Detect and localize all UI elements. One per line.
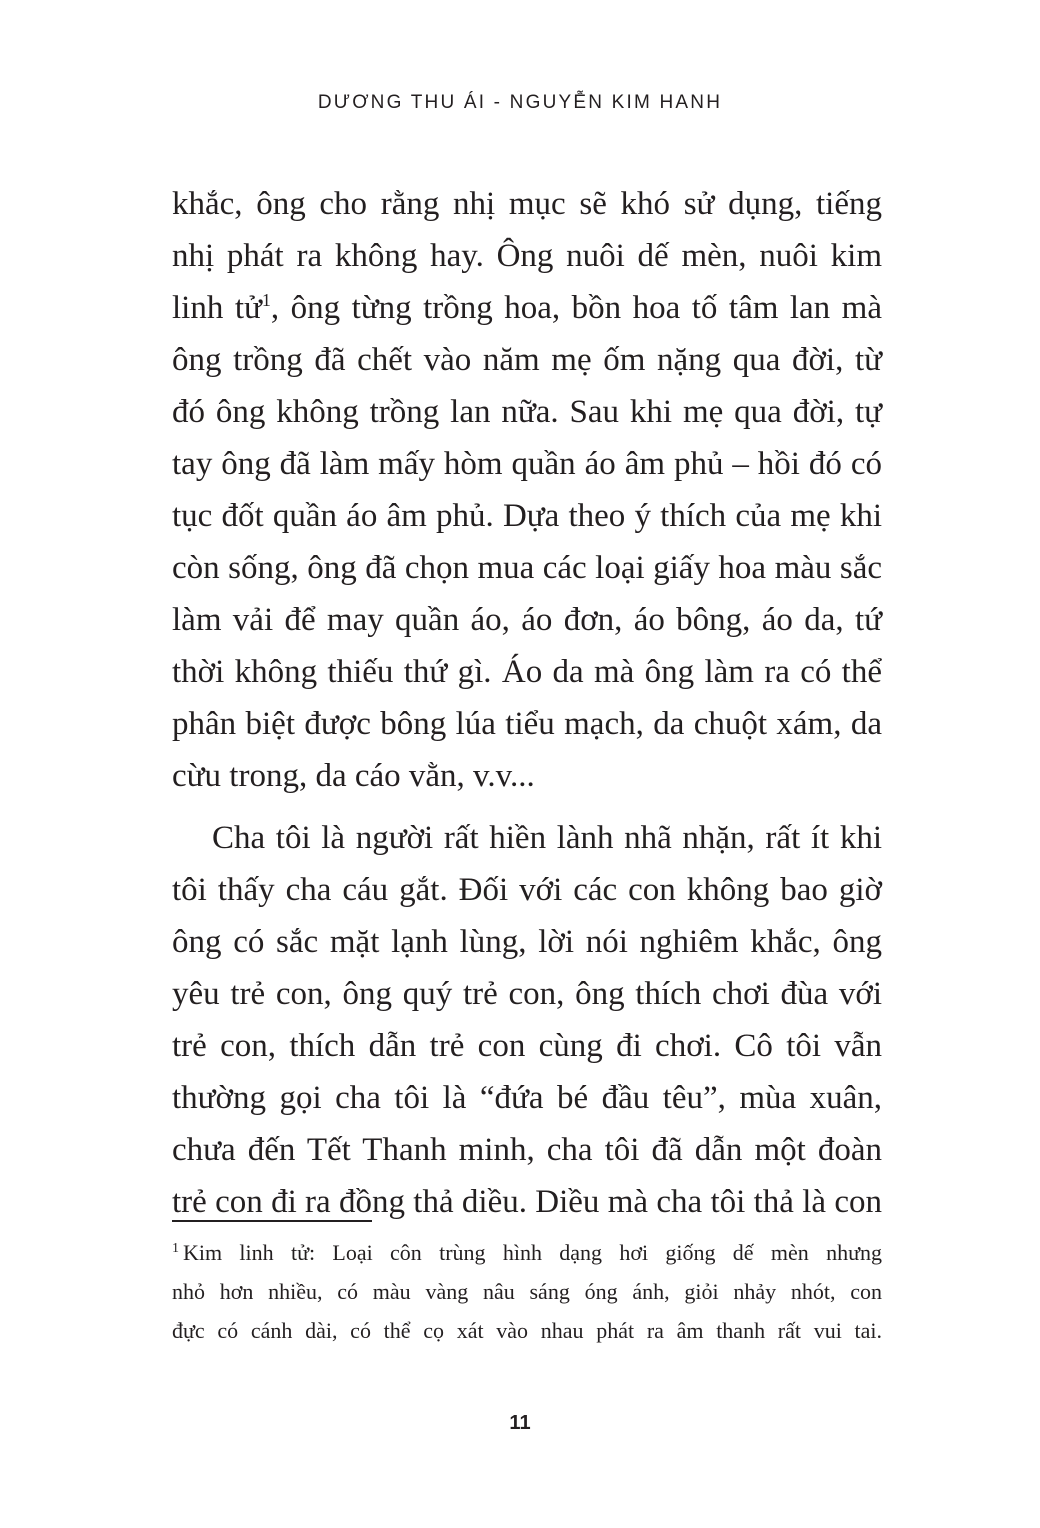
page-number: 11 — [509, 1412, 531, 1434]
text-line: Cha tôi là người rất hiền lành nhã nhặn, rất ít khi — [212, 820, 882, 856]
text-line: làm vải để may quần áo, áo đơn, áo bông, áo da, tứ — [172, 602, 882, 638]
text-segment: , ông từng trồng hoa, bồn hoa tố tâm lan mà — [270, 290, 882, 326]
footnote-line — [172, 1236, 882, 1270]
text-line: tôi thấy cha cáu gắt. Đối với các con không bao giờ — [172, 872, 882, 908]
running-header: DƯƠNG THU ÁI - NGUYỄN KIM HANH — [317, 92, 723, 113]
text-line: khắc, ông cho rằng nhị mục sẽ khó sử dụng, tiếng — [172, 186, 882, 222]
text-line: cừu trong, da cáo vằn, v.v... — [172, 758, 535, 794]
text-line: trẻ con, thích dẫn trẻ con cùng đi chơi. Cô tôi vẫn — [172, 1028, 882, 1064]
text-line: thường gọi cha tôi là “đứa bé đầu têu”, mùa xuân, — [172, 1080, 882, 1116]
text-line: yêu trẻ con, ông quý trẻ con, ông thích chơi đùa với — [172, 976, 882, 1012]
text-line: đó ông không trồng lan nữa. Sau khi mẹ qua đời, tự — [172, 394, 882, 430]
text-line: chưa đến Tết Thanh minh, cha tôi đã dẫn một đoàn — [172, 1132, 882, 1168]
text-line — [172, 282, 882, 334]
footnote-text: Kim linh tử: Loại côn trùng hình dạng hơi giống dế mèn nhưng — [183, 1240, 882, 1265]
text-line: nhị phát ra không hay. Ông nuôi dế mèn, nuôi kim — [172, 238, 882, 274]
text-line: phân biệt được bông lúa tiểu mạch, da chuột xám, da — [172, 706, 882, 742]
text-line: thời không thiếu thứ gì. Áo da mà ông làm ra có thể — [172, 654, 882, 690]
text-line: còn sống, ông đã chọn mua các loại giấy hoa màu sắc — [172, 550, 882, 586]
text-line: ông có sắc mặt lạnh lùng, lời nói nghiêm khắc, ông — [172, 924, 882, 960]
text-line: ông trồng đã chết vào năm mẹ ốm nặng qua đời, từ — [172, 342, 882, 378]
footnote-reference: 1 — [261, 290, 271, 310]
text-line: tục đốt quần áo âm phủ. Dựa theo ý thích của mẹ khi — [172, 498, 882, 534]
footnote-line: đực có cánh dài, có thể cọ xát vào nhau phát ra âm thanh rất vui tai. — [172, 1318, 882, 1343]
text-line: tay ông đã làm mấy hòm quần áo âm phủ – hồi đó có — [172, 446, 882, 482]
footnote-divider — [172, 1220, 372, 1222]
footnote-line: nhỏ hơn nhiều, có màu vàng nâu sáng óng ánh, giỏi nhảy nhót, con — [172, 1279, 882, 1304]
text-segment: linh tử — [172, 290, 262, 326]
text-line: trẻ con đi ra đồng thả diều. Diều mà cha tôi thả là con — [172, 1184, 882, 1220]
footnote-number: 1 — [172, 1241, 179, 1256]
